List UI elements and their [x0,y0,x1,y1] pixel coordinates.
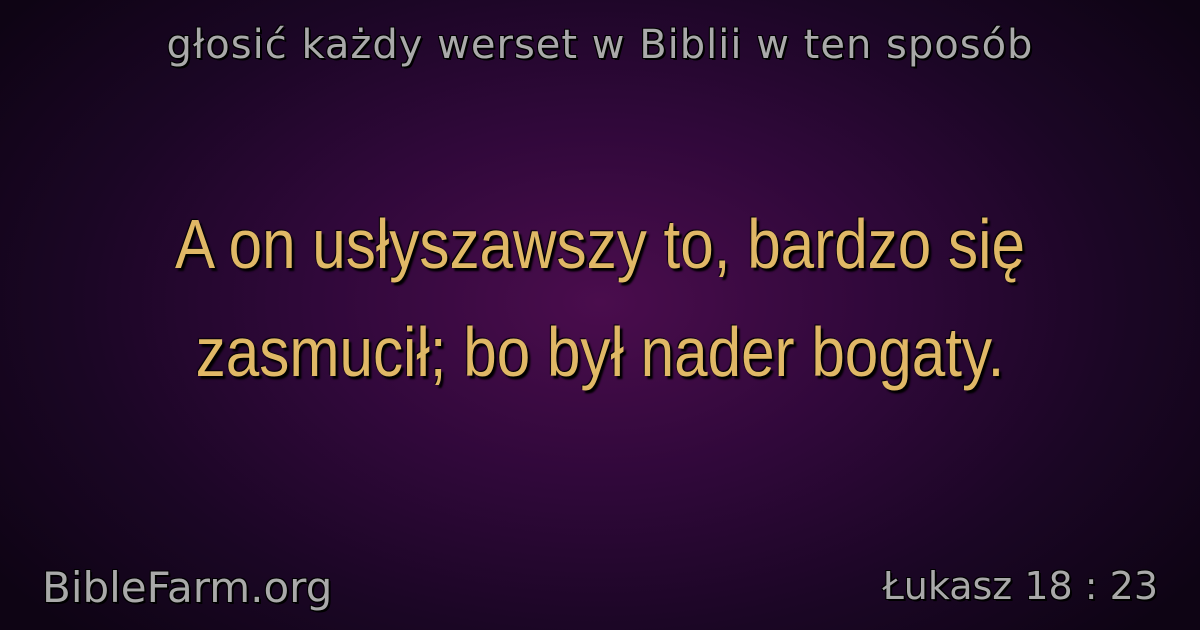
tagline: głosić każdy werset w Biblii w ten sposób [166,22,1034,68]
verse-line: zasmucił; bo był nader bogaty. [195,313,1005,391]
site-name: BibleFarm.org [42,563,333,612]
verse-line: A on usłyszawszy to, bardzo się [175,205,1025,283]
verse-text [118,190,1081,406]
verse-reference: Łukasz 18 : 23 [882,564,1158,608]
